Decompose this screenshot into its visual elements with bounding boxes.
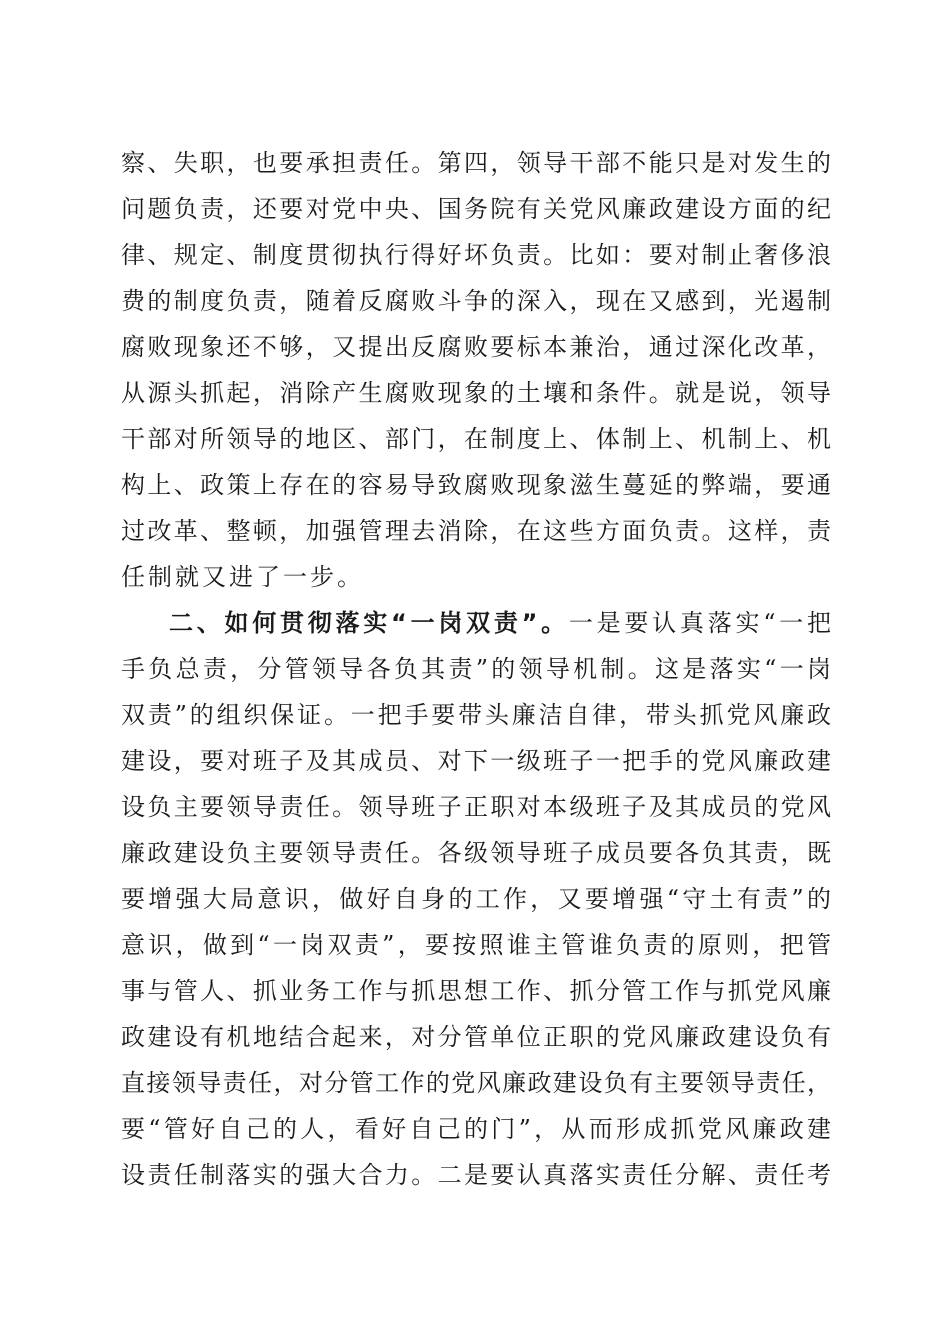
section-heading: 二、如何贯彻落实“一岗双责”。 — [169, 609, 569, 637]
text-line: 腐败现象还不够，又提出反腐败要标本兼治，通过深化改革， — [121, 333, 831, 361]
text-line: 建设，要对班子及其成员、对下一级班子一把手的党风廉政建 — [121, 747, 831, 775]
text-line: 任制就又进了一步。 — [121, 563, 364, 591]
text-line: 双责”的组织保证。一把手要带头廉洁自律，带头抓党风廉政 — [121, 701, 831, 729]
text-line: 廉政建设负主要领导责任。各级领导班子成员要各负其责，既 — [121, 839, 831, 867]
text-line: 意识，做到“一岗双责”，要按照谁主管谁负责的原则，把管 — [121, 931, 831, 959]
text-line: 费的制度负责，随着反腐败斗争的深入，现在又感到，光遏制 — [121, 287, 831, 315]
text-line: 政建设有机地结合起来，对分管单位正职的党风廉政建设负有 — [121, 1023, 831, 1051]
text-line: 问题负责，还要对党中央、国务院有关党风廉政建设方面的纪 — [121, 195, 831, 223]
text-line: 从源头抓起，消除产生腐败现象的土壤和条件。就是说，领导 — [121, 379, 831, 407]
text-line: 干部对所领导的地区、部门，在制度上、体制上、机制上、机 — [121, 425, 831, 453]
document-body — [121, 140, 831, 1198]
text-line: 过改革、整顿，加强管理去消除，在这些方面负责。这样，责 — [121, 517, 831, 545]
text-line: 要增强大局意识，做好自身的工作，又要增强“守土有责”的 — [121, 885, 831, 913]
text-line: 构上、政策上存在的容易导致腐败现象滋生蔓延的弊端，要通 — [121, 471, 831, 499]
section-heading-line — [121, 600, 831, 646]
text-line: 律、规定、制度贯彻执行得好坏负责。比如：要对制止奢侈浪 — [121, 241, 831, 269]
text-line: 事与管人、抓业务工作与抓思想工作、抓分管工作与抓党风廉 — [121, 977, 831, 1005]
text-line: 手负总责，分管领导各负其责”的领导机制。这是落实“一岗 — [121, 655, 831, 683]
text-line: 察、失职，也要承担责任。第四，领导干部不能只是对发生的 — [121, 149, 831, 177]
heading-line-text: 一是要认真落实“一把 — [568, 609, 831, 637]
text-line: 设负主要领导责任。领导班子正职对本级班子及其成员的党风 — [121, 793, 831, 821]
text-line: 设责任制落实的强大合力。二是要认真落实责任分解、责任考 — [121, 1161, 831, 1189]
text-line: 要“管好自己的人，看好自己的门”，从而形成抓党风廉政建 — [121, 1115, 831, 1143]
text-line: 直接领导责任，对分管工作的党风廉政建设负有主要领导责任， — [121, 1069, 831, 1097]
